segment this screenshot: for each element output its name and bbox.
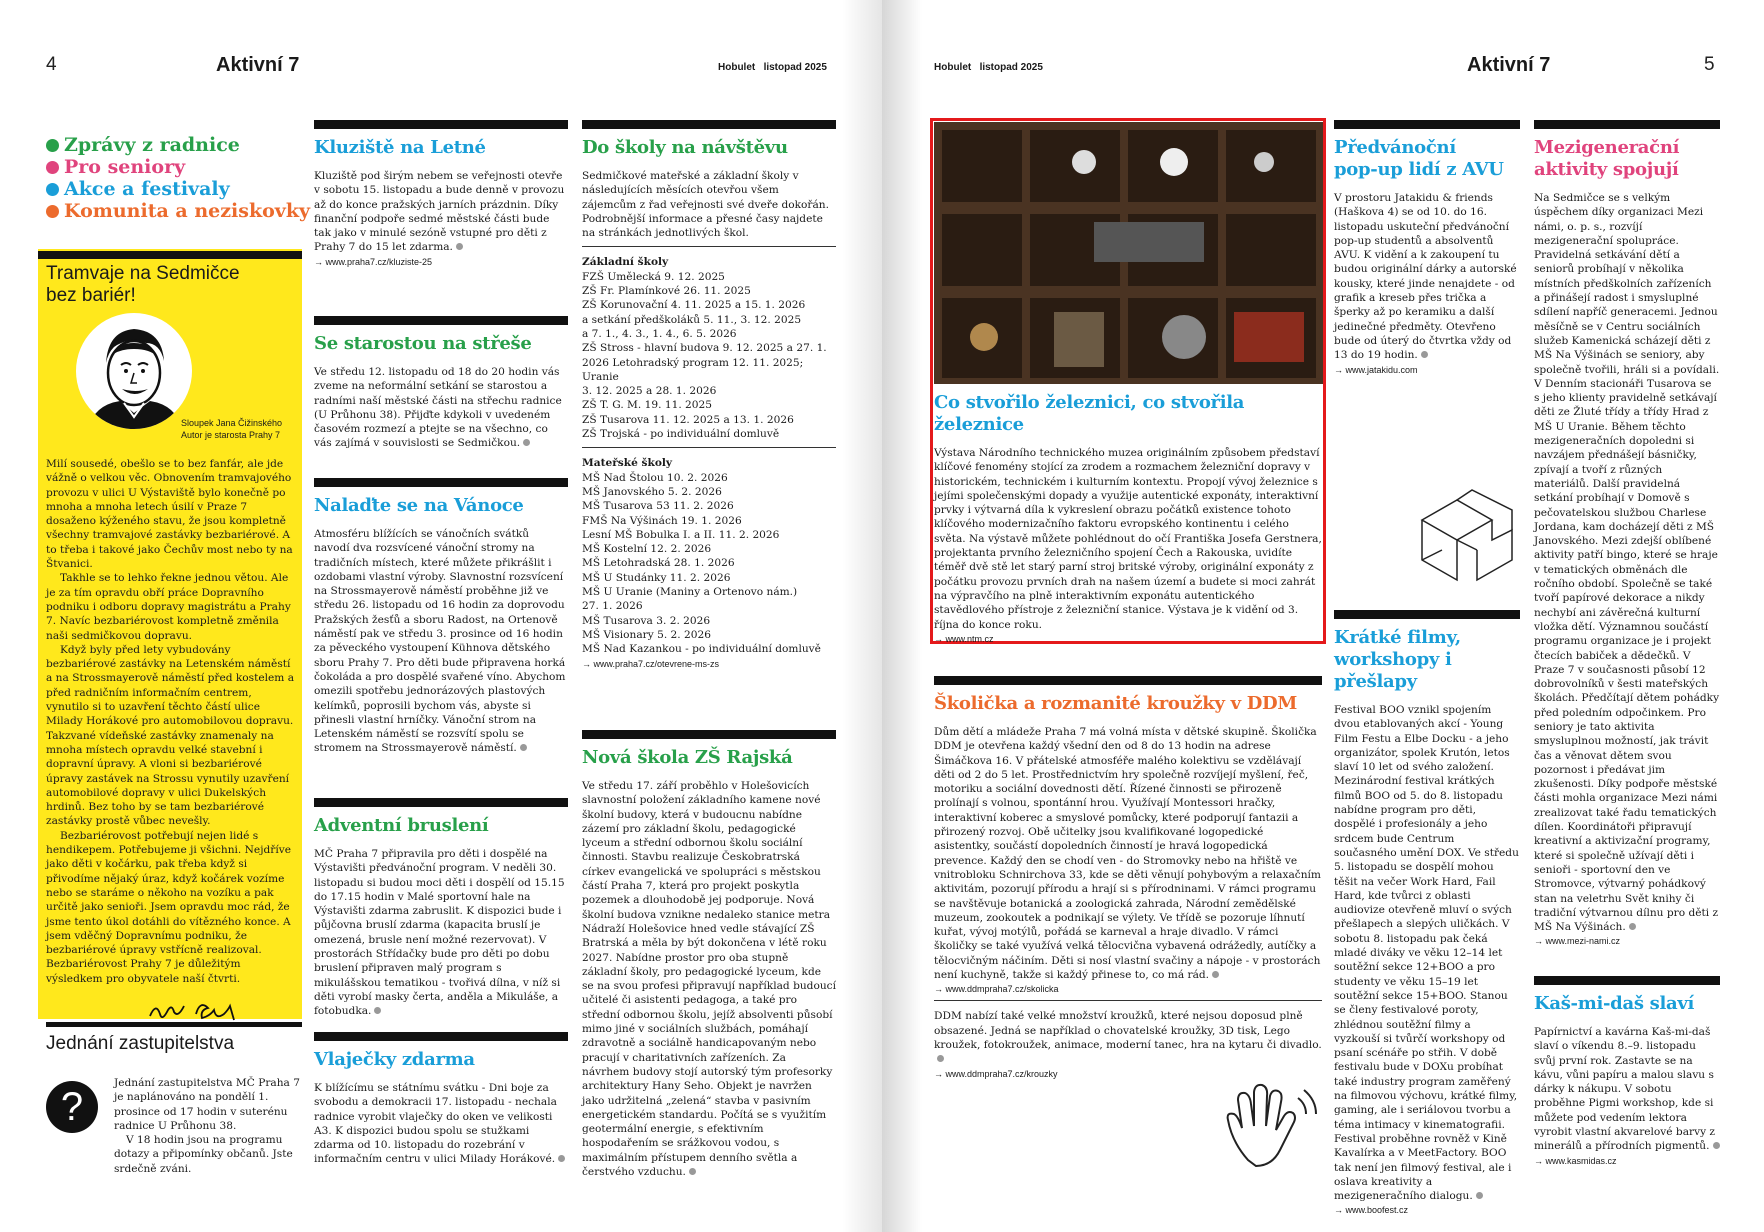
list-item: ZŠ Fr. Plamínkové 26. 11. 2025 bbox=[582, 285, 751, 298]
column-paragraph: Když byly před lety vybudovány bezbariérové zastávky na Letenském náměstí a na Strossmayerově náměstí před kostelem a před radničním informačním centrem, vynutilo si to uzavření těchto částí ulice Milady Horákové pro automobilovou dopravu. Takzvané vídeňské zastávky znamenaly na mnoha místech opravdu velké stavební i dopravní úpravy. A vloni si bezbariérové úpravy zastávek na Strossu vynutily uzavření automobilové dopravy v ulici Dukelských hrdinů. Bez toho by se tam bezbariérové zastávky prostě vůbec nevešly. bbox=[46, 643, 295, 828]
blue-dot-icon bbox=[46, 183, 59, 196]
list-item: FMŠ Na Výšinách 19. 1. 2026 bbox=[582, 514, 742, 527]
list-title: Mateřské školy bbox=[582, 457, 673, 470]
end-dot-icon bbox=[1713, 1142, 1720, 1149]
list-item: MŠ Tusarova 53 11. 2. 2026 bbox=[582, 500, 734, 513]
article-kasmidas bbox=[1534, 976, 1720, 1166]
article-title: Se starostou na střeše bbox=[314, 333, 532, 354]
column-paragraph: Milí sousedé, obešlo se to bez fanfár, ale jde vážně o velkou věc. Obnovením tramvajového provozu v ulici U Výstaviště bylo konečně po mnoha a mnoha letech úsilí v Praze 7 dosaženo kýženého stavu, že jsou kompletně všechny tramvajové zastávky bezbariérové. A to třeba i takové jako Čechův most nebo ty na Štvanici. bbox=[46, 458, 293, 571]
issue-label-right bbox=[934, 62, 1043, 73]
article-filmy bbox=[1334, 610, 1520, 1215]
section-bar bbox=[1334, 610, 1520, 619]
ms-list bbox=[582, 456, 836, 656]
article-title: Do školy na návštěvu bbox=[582, 137, 788, 158]
article-zeleznice bbox=[934, 392, 1322, 644]
article-title: Nová škola ZŠ Rajská bbox=[582, 747, 793, 768]
museum-photo bbox=[934, 122, 1324, 384]
end-dot-icon bbox=[456, 243, 463, 250]
article-link[interactable]: → www.jatakidu.com bbox=[1334, 364, 1418, 375]
article-link[interactable]: → www.ddmpraha7.cz/krouzky bbox=[934, 1068, 1058, 1079]
column-bar bbox=[38, 251, 302, 259]
article-title: Kaš-mi-daš slaví bbox=[1534, 993, 1695, 1014]
article-rajska bbox=[582, 730, 836, 1179]
issue-date: listopad 2025 bbox=[979, 62, 1043, 73]
page-number-left: 4 bbox=[46, 54, 57, 75]
list-item: 27. 1. 2026 bbox=[582, 600, 643, 613]
article-text: K blížícímu se státnímu svátku - Dni boje za svobodu a demokracii 17. listopadu - nechala radnice vyrobit vlaječky do oken ve velikosti A3. K dispozici budou spolu se stužkami zdarma od 10. listopadu do rozebrání v informačním centru v ulici Milady Horákové. bbox=[314, 1081, 568, 1167]
section-bar bbox=[314, 120, 568, 129]
article-vanoce bbox=[314, 478, 568, 756]
section-bar bbox=[1534, 120, 1720, 129]
article-link[interactable]: → www.ntm.cz bbox=[934, 633, 994, 644]
list-item: MŠ Tusarova 3. 2. 2026 bbox=[582, 614, 711, 627]
gutter-shadow bbox=[842, 0, 882, 1232]
list-item: MŠ U Studánky 11. 2. 2026 bbox=[582, 571, 731, 584]
article-mezigeneracni bbox=[1534, 120, 1720, 946]
article-brusleni bbox=[314, 798, 568, 1019]
article-link[interactable]: → www.kasmidas.cz bbox=[1534, 1155, 1617, 1166]
list-item: a setkání předškoláků 5. 11., 3. 12. 2025 bbox=[582, 313, 802, 326]
section-bar bbox=[314, 478, 568, 487]
list-item: a 7. 1., 4. 3., 1. 4., 6. 5. 2026 bbox=[582, 327, 737, 340]
cube-illustration-icon bbox=[1412, 480, 1522, 594]
article-text: Na Sedmičce se s velkým úspěchem díky organizaci Mezi námi, o. p. s., rozvíjí mezigenerační spolupráce. Pravidelná setkávání dětí a seniorů probíhají v několika místních předškolních zařízeních a přinášejí radost i smysluplné sdílení napříč generacemi. Jednou měsíčně se v Centru sociálních služeb Kamenická scházejí děti z MŠ Na Výšinách se seniory, aby společně tvořili, hráli si a povídali. V Denním stacionáři Tusarova se s jeho klienty pravidelně setkávají děti ze Žluté třídy a třídy Hrad z MŠ U Uranie. Během těchto mezigeneračních dopoledni si navzájem přednášejí básničky, zpívají a tvoří z různých materiálů. Další pravidelná setkání probíhají v Domově s pečovatelskou službou Charlese Jordana, kam docházejí děti z MŠ Janovského. Mezi zdejší oblíbené aktivity patří bingo, které se hraje v tematických obměnách dle ročního období. Společně se také tvoří papírové dekorace a nikdy nechybí ani závěrečná kulturní vložka dětí. Významnou součástí programu organizace je i projekt čtecích babiček a dědečků. V Praze 7 v současnosti působí 12 dobrovolníků v šesti mateřských školách. Předčítají dětem pohádky před poledním odpočinkem. Pro seniory je tato aktivita smysluplnou možností, jak trávit čas a věnovat dětem svou pozornost i předávat jim zkušenosti. Díky podpoře městské části mohla organizace Mezi námi zrealizovat také řadu tematických dílen. Koordinátoři připravují kreativní a aktivizační programy, které si společně užívají děti i senioři - sportovní den ve Stromovce, výtvarný pohádkový stan na veletrhu Svět knihy či tradiční výtvarnou dílnu pro děti z MŠ Na Výšinách. bbox=[1534, 192, 1720, 934]
end-dot-icon bbox=[937, 1055, 944, 1062]
masthead-left: Aktivní 7 bbox=[216, 54, 300, 76]
section-bar bbox=[582, 730, 836, 739]
article-vlajecky bbox=[314, 1032, 568, 1167]
section-bar bbox=[582, 120, 836, 129]
issue-label-left bbox=[718, 62, 827, 73]
column-paragraph: Bezbariérovost potřebují nejen lidé s hendikepem. Potřebujeme ji všichni. Nejdříve jako děti v kočárku, pak třeba když si přivodíme nějaký úraz, když kočárek vozíme nebo se staráme o někoho na vozíku a pak určitě jako senioři. Jsem opravdu moc rád, že jsme tento úkol dotáhli do vítězného konce. A jsem vděčný Dopravnímu podniku, že bezbariérové úpravy vstřícně realizoval. Bezbariérovost Prahy 7 je důležitým výsledkem pro obyvatele naší čtvrti. bbox=[46, 829, 291, 985]
article-title: Mezigenerační aktivity spojují bbox=[1534, 137, 1680, 180]
issue-date: listopad 2025 bbox=[763, 62, 827, 73]
category-item: Akce a festivaly bbox=[46, 178, 310, 200]
list-item: MŠ Visionary 5. 2. 2026 bbox=[582, 628, 711, 641]
article-title: Krátké filmy, workshopy i přešlapy bbox=[1334, 627, 1461, 692]
article-text: Výstava Národního technického muzea originálním způsobem představí klíčové fenomény stojící za zrodem a rozmachem železniční dopravy v historickém, technickém i kulturním kontextu. Propojí vývoj železnice s jejími společenskými dopady a využije autentické exponáty, interaktivní prvky i výtvarná díla k vykreslení obrazu počátků existence tohoto klíčového modernizačního faktoru evropského kontinentu i celého světa. Na výstavě můžete pohlédnout do očí Františka Josefa Gerstnera, projektanta prvního železničního spojení Čech a Rakouska, uvidíte téměř dvě stě let starý parní stroj britské výroby, originální exponáty z počátku provozu prvních drah na našem území a budete si moci zahrát na výpravčího na plně interaktivním exponátu autentického stavědlového přístroje z železniční stanice. Výstava je k vidění od 3. října do konce roku. bbox=[934, 447, 1322, 631]
end-dot-icon bbox=[558, 1155, 565, 1162]
article-title: Kluziště na Letné bbox=[314, 137, 486, 158]
article-skolicka bbox=[934, 676, 1322, 1079]
list-item: FZŠ Umělecká 9. 12. 2025 bbox=[582, 270, 725, 283]
list-item: MŠ U Uranie (Maniny a Ortenovo nám.) bbox=[582, 586, 798, 599]
article-link[interactable]: → www.mezi-nami.cz bbox=[1534, 936, 1621, 947]
mayor-column bbox=[38, 249, 302, 1019]
waving-hand-icon bbox=[1218, 1080, 1318, 1174]
article-text: V prostoru Jatakidu & friends (Haškova 4) se od 10. do 16. listopadu uskuteční předvánoční pop-up studentů a absolventů AVU. K vidění a k zakoupení tu budou originální dárky a autorské kousky, které jinde nenajdete - od grafik a kreseb přes trička a šperky až po keramiku a další jedinečné předměty. Otevřeno bude od úterý do čtvrtka vždy od 13 do 19 hodin. bbox=[1334, 192, 1517, 362]
list-item: ZŠ Stross - hlavní budova 9. 12. 2025 a 27. 1. bbox=[582, 342, 827, 355]
divider bbox=[934, 1000, 1322, 1001]
list-item: ZŠ Korunovační 4. 11. 2025 a 15. 1. 2026 bbox=[582, 299, 806, 312]
article-title: Co stvořilo železnici, co stvořila železnice bbox=[934, 392, 1245, 435]
list-item: ZŠ Tusarova 11. 12. 2025 a 13. 1. 2026 bbox=[582, 413, 794, 426]
end-dot-icon bbox=[1212, 971, 1219, 978]
article-title: Nalaďte se na Vánoce bbox=[314, 495, 524, 516]
section-bar bbox=[314, 316, 568, 325]
list-item: 2026 Letohradský program 12. 11. 2025; Uranie bbox=[582, 356, 804, 383]
article-text: Kluziště pod širým nebem se veřejnosti otevře v sobotu 15. listopadu a bude denně v provozu až do konce pražských jarních prázdnin. Díky finanční podpoře sedmé městské části bude tak jako v minulé sezóně vstupné pro děti z Prahy 7 do 15 let zdarma. bbox=[314, 170, 565, 254]
meeting-text: Jednání zastupitelstva MČ Praha 7 je naplánováno na pondělí 1. prosince od 17 hodin v suterénu radnice U Průhonu 38. V 18 hodin jsou na programu dotazy a připomínky občanů. Jste srdečně zváni. bbox=[114, 1077, 300, 1175]
article-link[interactable]: → www.boofest.cz bbox=[1334, 1205, 1409, 1216]
list-item: MŠ Nad Kazankou - po individuální domluvě bbox=[582, 643, 821, 656]
article-title: Adventní bruslení bbox=[314, 815, 489, 836]
list-item: ZŠ Trojská - po individuální domluvě bbox=[582, 428, 780, 441]
article-text: MČ Praha 7 připravila pro děti i dospělé na Výstavišti předvánoční program. V neděli 30. listopadu si budou moci děti i dospělí od 15.15 do 17.15 hodin v Malé sportovní hale na Výstavišti zdarma zabruslit. K dispozici bude i půjčovna bruslí zdarma (kapacita bruslí je omezená, brusle není možné rezervovat). V prostorách Střídačky bude pro děti po dobu bruslení připraven malý program s mikulášskou tematikou - tvořivá dílna, v níž si děti vyrobí masky čerta, anděla a Mikuláše, a fotobudka. bbox=[314, 848, 565, 1018]
list-item: ZŠ T. G. M. 19. 11. 2025 bbox=[582, 399, 713, 412]
issue-name: Hobulet bbox=[934, 62, 972, 73]
section-bar bbox=[314, 798, 568, 807]
article-title: Předvánoční pop-up lidí z AVU bbox=[1334, 137, 1504, 180]
category-item: Komunita a neziskovky bbox=[46, 200, 310, 222]
article-strecha bbox=[314, 316, 568, 451]
pink-dot-icon bbox=[46, 161, 59, 174]
category-legend bbox=[46, 134, 310, 222]
article-title: Školička a rozmanité kroužky v DDM bbox=[934, 693, 1297, 714]
article-kluziste bbox=[314, 120, 568, 267]
end-dot-icon bbox=[689, 1168, 696, 1175]
page-number-right: 5 bbox=[1704, 54, 1715, 75]
gutter-shadow bbox=[882, 0, 922, 1232]
list-title: Základní školy bbox=[582, 256, 669, 269]
end-dot-icon bbox=[1629, 923, 1636, 930]
green-dot-icon bbox=[46, 139, 59, 152]
article-popup bbox=[1334, 120, 1520, 375]
article-link[interactable]: → www.ddmpraha7.cz/skolicka bbox=[934, 984, 1059, 995]
zs-list bbox=[582, 255, 836, 441]
list-item: MŠ Letohradská 28. 1. 2026 bbox=[582, 557, 735, 570]
article-intro: Sedmičkové mateřské a základní školy v následujících měsících otevřou všem zájemcům z řad veřejnosti své dveře dokořán. Podrobnější informace a přesné časy najdete na stránkách jednotlivých škol. bbox=[582, 170, 829, 240]
section-bar bbox=[1334, 120, 1520, 129]
article-skola bbox=[582, 120, 836, 669]
list-item: Lesní MŠ Bobulka I. a II. 11. 2. 2026 bbox=[582, 528, 780, 541]
end-dot-icon bbox=[520, 744, 527, 751]
meeting-title: Jednání zastupitelstva bbox=[46, 1033, 235, 1054]
end-dot-icon bbox=[374, 1007, 381, 1014]
article-text: Festival BOO vznikl spojením dvou etablovaných akcí - Young Film Festu a Elbe Docku - a jeho organizátor, spolek Krutón, letos slaví 10 let od svého založení. Mezinárodní festival krátkých filmů BOO od 5. do 8. listopadu nabídne program pro děti, dospělé i profesionály a jeho srdcem bude Centrum současného umění DOX. Ve středu 5. listopadu se dospělí mohou těšit na večer Work Hard, Fail Hard, kde tvůrci z oblasti audiovize otevřeně mluví o svých přešlapech a slepých uličkách. V sobotu 8. listopadu pak čeká mladé diváky ve věku 12–14 let soutěžní sekce 12+BOO a pro studenty ve věku 15–19 let soutěžní sekce 15+BOO. Stanou se členy festivalové poroty, zhlédnou soutěžní filmy a vyzkouší si tvůrčí workshopy od psaní scénáře po střih. V době festivalu bude v DOXu probíhat také industry program zaměřený na filmovou výchovu, krátké filmy, gaming, ale i seriálovou tvorbu a téma intimacy v kinematografii. Festival proběhne rovněž v Kině Kavalírka a v MeetFactory. BOO tak není jen filmový festival, ale i oslava kreativity a mezigeneračního dialogu. bbox=[1334, 704, 1519, 1203]
article-text: Atmosféru blížících se vánočních svátků navodí dva rozsvícené vánoční stromy na tradičních místech, které můžete přikrášlit i ozdobami vlastní výroby. Slavnostní rozsvícení na Strossmayerově náměstí proběhne již ve středu 26. listopadu od 16 hodin za doprovodu Pražských žesťů a sboru Radost, na Ortenově náměstí pak ve středu 3. prosince od 16 hodin za pěveckého vystoupení Kühnova dětského sboru Prahy 7. Pro děti bude připravena horká čokoláda a pro dospělé svařené víno. Abychom omezili spotřebu jednorázových plastových kelímků, poprosili bychom vás, abyste si přinesli vlastní hrníčky. Vánoční strom na Letenském náměstí se rozsvítí spolu se stromem na Strossmayerově náměstí. bbox=[314, 528, 566, 755]
end-dot-icon bbox=[1421, 351, 1428, 358]
section-bar bbox=[1534, 976, 1720, 985]
column-paragraph: Takhle se to lehko řekne jednou větou. Ale je za tím opravdu obří práce Dopravního podniku i odboru dopravy magistrátu a Prahy 7. Navíc bezbariérovost kompletně změnila naši sedmičkovou dopravu. bbox=[46, 572, 291, 642]
orange-dot-icon bbox=[46, 205, 59, 218]
article-link[interactable]: → www.praha7.cz/otevrene-ms-zs bbox=[582, 658, 720, 669]
end-dot-icon bbox=[1476, 1192, 1483, 1199]
article-text: Dům dětí a mládeže Praha 7 má volná místa v dětské skupině. Školička DDM je otevřena každý všední den od 8 do 13 hodin na adrese Šimáčkova 16. V přátelské atmosféře malého kolektivu se vzdělávají děti od 2 do 5 let. Prostřednictvím hry společně rozvíjejí myšlení, řeč, motoriku a sociální dovednosti dětí. Řízené činnosti se přirozeně prolínají s volnou, spontánní hrou. Využívají Montessori hračky, interaktivní koberec a smyslové pomůcky, které podporují fantazii a přirozený rozvoj. Obě učitelky jsou kvalifikované logopedické asistentky, součástí dopoledních činností je hravá logopedická prevence. Každý den se chodí ven - do Stromovky nebo na hřiště ve vnitrobloku Schnirchova 33, kde se děti věnují pohybovým a relaxačním aktivitám, pozorují přírodu a hrají si s přírodninami. V rámci programu se navštěvuje botanická a zoologická zahrada, Národní zemědělské muzeum, zookoutek a podnikají se výlety. Ve třídě se pozoruje líhnutí kuřat, vývoj motýlů, pořádá se karneval a hraje divadlo. V rámci školičky se také využívá velká tělocvična vybavená odrážedly, autíčky a tělocvičným náčiním. Děti si nosí vlastní svačiny a nápoje - v prostorách není kuchyně, takže si každý přinese to, co má rád. bbox=[934, 726, 1321, 982]
list-item: MŠ Kostelní 12. 2. 2026 bbox=[582, 543, 712, 556]
meeting-bar bbox=[46, 1022, 302, 1027]
end-dot-icon bbox=[523, 439, 530, 446]
article-text: Papírnictví a kavárna Kaš-mi-daš slaví o víkendu 8.–9. listopadu svůj první rok. Zastavte se na kávu, vůni papíru a malou slavu s dárky k nákupu. V sobotu proběhne Pigmi workshop, kde si můžete pod vedením lektora vyrobit vlastní akvarelové barvy z minerálů a přírodních pigmentů. bbox=[1534, 1025, 1720, 1154]
column-text bbox=[46, 457, 298, 1028]
section-bar bbox=[314, 1032, 568, 1041]
list-item: MŠ Janovského 5. 2. 2026 bbox=[582, 485, 722, 498]
article-text: DDM nabízí také velké množství kroužků, které nejsou doposud plně obsazené. Jedná se například o chovatelské kroužky, 3D tisk, Lego kroužek, fotokroužek, animace, moderní tanec, hra na kytaru či divadlo. bbox=[934, 1009, 1322, 1066]
article-text: Ve středu 17. září proběhlo v Holešovicích slavnostní položení základního kamene nové školní budovy, která v budoucnu nabídne zázemí pro základní školu, pedagogické lyceum a střední odbornou školu sociální činnosti. Stavbu realizuje Českobratrská církev evangelická ve spolupráci s městskou částí Praha 7, která pro projekt poskytla pozemek a dlouhodobě jej podporuje. Nová školní budova vznikne nedaleko stanice metra Nádraží Holešovice hned vedle stávající ZŠ Bratrská a měla by být dokončena v létě roku 2027. Nabídne prostor pro oba stupně základní školy, pro pedagogické lyceum, kde se na svou profesi připravují například budoucí učitelé či asistenti pedagoga, a také pro střední odbornou školu, jejíž absolventi působí mimo jiné v sociálních službách, pomáhají zdravotně a sociálně handicapovaným nebo pracují v charitativních zařízeních. Za návrhem budovy stojí autorský tým profesorky architektury Hany Seho. Objekt je navržen jako udržitelná „zelená“ stavba v pasivním energetickém standardu. Počítá se s využitím geotermální energie, s efektivním hospodařením se srážkovou vodou, s maximálním přístupem denního světla a čerstvého vzduchu. bbox=[582, 780, 836, 1179]
section-bar bbox=[934, 676, 1322, 685]
issue-name: Hobulet bbox=[718, 62, 756, 73]
question-icon: ? bbox=[46, 1081, 98, 1133]
category-item: Zprávy z radnice bbox=[46, 134, 310, 156]
author-caption: Sloupek Jana Čižinského Autor je starosta Prahy 7 bbox=[181, 418, 283, 440]
divider bbox=[582, 447, 836, 448]
category-item: Pro seniory bbox=[46, 156, 310, 178]
masthead-right: Aktivní 7 bbox=[1467, 54, 1551, 76]
article-text: Ve středu 12. listopadu od 18 do 20 hodin vás zveme na neformální setkání se starostou a radními naší městské části na střechu radnice (U Průhonu 38). Přijďte kdykoli v uvedeném časovém rozmezí a ptejte se na všechno, co vás zajímá v souvislosti se Sedmičkou. bbox=[314, 366, 562, 450]
column-title: Tramvaje na Sedmičce bez bariér! bbox=[46, 263, 240, 306]
article-title: Vlaječky zdarma bbox=[314, 1049, 475, 1070]
divider bbox=[582, 246, 836, 247]
list-item: MŠ Nad Štolou 10. 2. 2026 bbox=[582, 471, 728, 484]
article-link[interactable]: → www.praha7.cz/kluziste-25 bbox=[314, 256, 433, 267]
author-portrait bbox=[76, 313, 192, 429]
list-item: 3. 12. 2025 a 28. 1. 2026 bbox=[582, 385, 717, 398]
